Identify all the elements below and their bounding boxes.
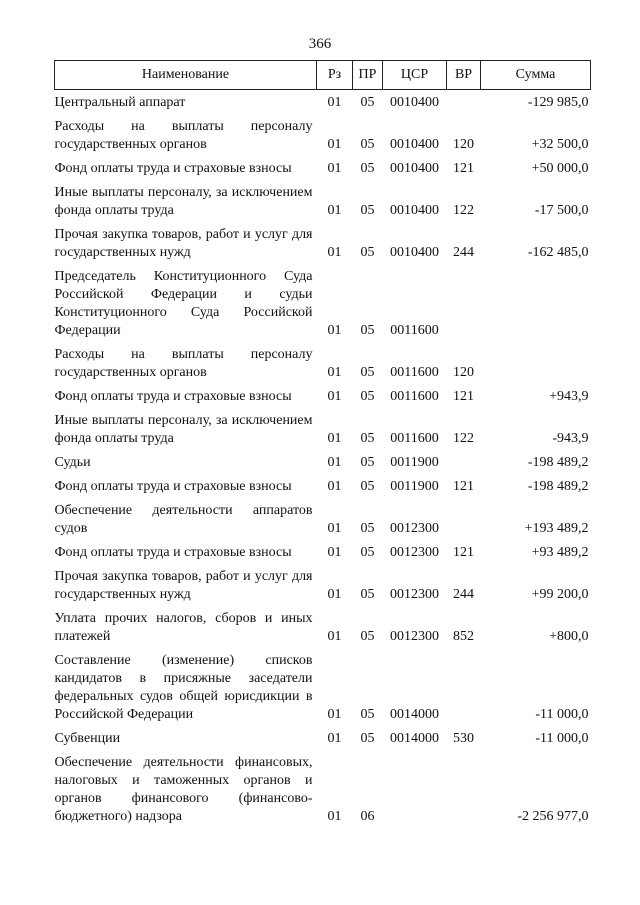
row-vr: 120 <box>453 137 474 152</box>
row-name: Расходы на выплаты персоналу государственных органов <box>54 347 313 380</box>
row-pr: 05 <box>360 95 375 110</box>
row-rz: 01 <box>327 521 342 536</box>
row-rz: 01 <box>327 455 342 470</box>
row-sum: -11 000,0 <box>535 707 589 722</box>
row-sum: -943,9 <box>552 431 589 446</box>
row-rz: 01 <box>327 323 342 338</box>
row-vr <box>447 498 481 540</box>
row-sum: -2 256 977,0 <box>517 809 589 824</box>
row-sum: +99 200,0 <box>531 587 589 602</box>
table-row <box>55 408 591 450</box>
row-csr: 0010400 <box>390 245 439 260</box>
row-sum <box>481 342 591 384</box>
table-row <box>55 648 591 726</box>
row-name: Субвенции <box>54 731 121 746</box>
row-vr <box>447 264 481 342</box>
table-row <box>55 180 591 222</box>
row-csr: 0014000 <box>390 731 439 746</box>
row-name: Расходы на выплаты персоналу государственных органов <box>54 119 313 152</box>
table-row <box>55 540 591 564</box>
table-row <box>55 384 591 408</box>
row-csr: 0010400 <box>390 95 439 110</box>
row-sum: +800,0 <box>549 629 589 644</box>
row-pr: 05 <box>360 731 375 746</box>
row-rz: 01 <box>327 161 342 176</box>
row-pr: 05 <box>360 365 375 380</box>
row-csr: 0011600 <box>390 389 439 404</box>
row-name: Фонд оплаты труда и страховые взносы <box>54 161 292 176</box>
row-pr: 05 <box>360 245 375 260</box>
row-vr <box>447 750 481 828</box>
header-rz: Рз <box>317 61 353 90</box>
row-name: Иные выплаты персоналу, за исключением фонда оплаты труда <box>54 185 313 218</box>
header-pr: ПР <box>353 61 383 90</box>
row-sum <box>481 264 591 342</box>
row-sum: +32 500,0 <box>531 137 589 152</box>
table-row <box>55 564 591 606</box>
row-vr: 120 <box>453 365 474 380</box>
row-rz: 01 <box>327 545 342 560</box>
row-vr: 244 <box>453 245 474 260</box>
row-name: Составление (изменение) списков кандидатов в присяжные заседатели федеральных судов общей юрисдикции в Российской Федерации <box>54 653 313 722</box>
row-pr: 05 <box>360 707 375 722</box>
row-name: Фонд оплаты труда и страховые взносы <box>54 479 292 494</box>
row-name: Судьи <box>54 455 91 470</box>
row-name: Центральный аппарат <box>54 95 186 110</box>
row-sum: -162 485,0 <box>527 245 589 260</box>
table-body <box>55 90 591 829</box>
row-csr: 0011600 <box>390 431 439 446</box>
row-rz: 01 <box>327 137 342 152</box>
row-pr: 05 <box>360 137 375 152</box>
row-name: Обеспечение деятельности аппаратов судов <box>54 503 313 536</box>
row-sum: +943,9 <box>549 389 589 404</box>
row-name: Фонд оплаты труда и страховые взносы <box>54 545 292 560</box>
row-vr: 122 <box>453 431 474 446</box>
row-vr: 852 <box>453 629 474 644</box>
row-pr: 05 <box>360 587 375 602</box>
row-pr: 05 <box>360 431 375 446</box>
row-pr: 05 <box>360 455 375 470</box>
row-vr: 121 <box>453 161 474 176</box>
row-sum: -11 000,0 <box>535 731 589 746</box>
table-row <box>55 726 591 750</box>
table-row <box>55 156 591 180</box>
row-pr: 05 <box>360 521 375 536</box>
row-csr: 0010400 <box>390 137 439 152</box>
page-number: 366 <box>308 36 332 52</box>
row-pr: 05 <box>360 479 375 494</box>
row-csr: 0012300 <box>390 587 439 602</box>
row-rz: 01 <box>327 629 342 644</box>
table-row <box>55 474 591 498</box>
header-csr: ЦСР <box>383 61 447 90</box>
row-rz: 01 <box>327 731 342 746</box>
row-vr: 122 <box>453 203 474 218</box>
row-csr: 0012300 <box>390 521 439 536</box>
row-name: Обеспечение деятельности финансовых, налоговых и таможенных органов и органов финансового (финансово-бюджетного) надзора <box>54 755 313 824</box>
row-csr: 0010400 <box>390 161 439 176</box>
row-vr <box>447 90 481 115</box>
row-rz: 01 <box>327 203 342 218</box>
row-sum: -198 489,2 <box>527 455 589 470</box>
row-name: Иные выплаты персоналу, за исключением фонда оплаты труда <box>54 413 313 446</box>
table-row <box>55 342 591 384</box>
row-vr <box>447 450 481 474</box>
header-name: Наименование <box>55 61 317 90</box>
row-sum: +50 000,0 <box>531 161 589 176</box>
row-rz: 01 <box>327 431 342 446</box>
table-row <box>55 264 591 342</box>
row-csr: 0014000 <box>390 707 439 722</box>
table-row <box>55 114 591 156</box>
table-row <box>55 90 591 115</box>
row-rz: 01 <box>327 365 342 380</box>
table-row <box>55 750 591 828</box>
row-sum: +93 489,2 <box>531 545 589 560</box>
row-vr: 121 <box>453 389 474 404</box>
row-csr: 0011900 <box>390 479 439 494</box>
row-rz: 01 <box>327 587 342 602</box>
row-rz: 01 <box>327 707 342 722</box>
row-pr: 05 <box>360 203 375 218</box>
table-row <box>55 498 591 540</box>
row-sum: -17 500,0 <box>534 203 589 218</box>
row-vr: 530 <box>453 731 474 746</box>
row-pr: 05 <box>360 389 375 404</box>
row-sum: -129 985,0 <box>527 95 589 110</box>
row-csr: 0011900 <box>390 455 439 470</box>
table-row <box>55 450 591 474</box>
row-vr: 121 <box>453 545 474 560</box>
row-pr: 05 <box>360 545 375 560</box>
row-name: Прочая закупка товаров, работ и услуг для государственных нужд <box>54 569 313 602</box>
header-sum: Сумма <box>481 61 591 90</box>
row-sum: +193 489,2 <box>524 521 589 536</box>
row-pr: 05 <box>360 161 375 176</box>
row-csr <box>383 750 447 828</box>
row-rz: 01 <box>327 245 342 260</box>
row-csr: 0012300 <box>390 629 439 644</box>
budget-table <box>54 60 591 828</box>
table-row <box>55 222 591 264</box>
table-row <box>55 606 591 648</box>
row-rz: 01 <box>327 389 342 404</box>
row-csr: 0010400 <box>390 203 439 218</box>
row-name: Фонд оплаты труда и страховые взносы <box>54 389 292 404</box>
row-pr: 06 <box>360 809 375 824</box>
row-rz: 01 <box>327 809 342 824</box>
row-sum: -198 489,2 <box>527 479 589 494</box>
row-name: Прочая закупка товаров, работ и услуг для государственных нужд <box>54 227 313 260</box>
row-vr: 244 <box>453 587 474 602</box>
table-header <box>55 61 591 90</box>
row-name: Председатель Конституционного Суда Российской Федерации и судьи Конституционного Суда Российской Федерации <box>54 269 313 338</box>
row-rz: 01 <box>327 479 342 494</box>
row-pr: 05 <box>360 629 375 644</box>
row-csr: 0011600 <box>390 323 439 338</box>
row-csr: 0012300 <box>390 545 439 560</box>
row-rz: 01 <box>327 95 342 110</box>
row-pr: 05 <box>360 323 375 338</box>
row-name: Уплата прочих налогов, сборов и иных платежей <box>54 611 313 644</box>
header-vr: ВР <box>447 61 481 90</box>
row-vr <box>447 648 481 726</box>
row-csr: 0011600 <box>390 365 439 380</box>
row-vr: 121 <box>453 479 474 494</box>
